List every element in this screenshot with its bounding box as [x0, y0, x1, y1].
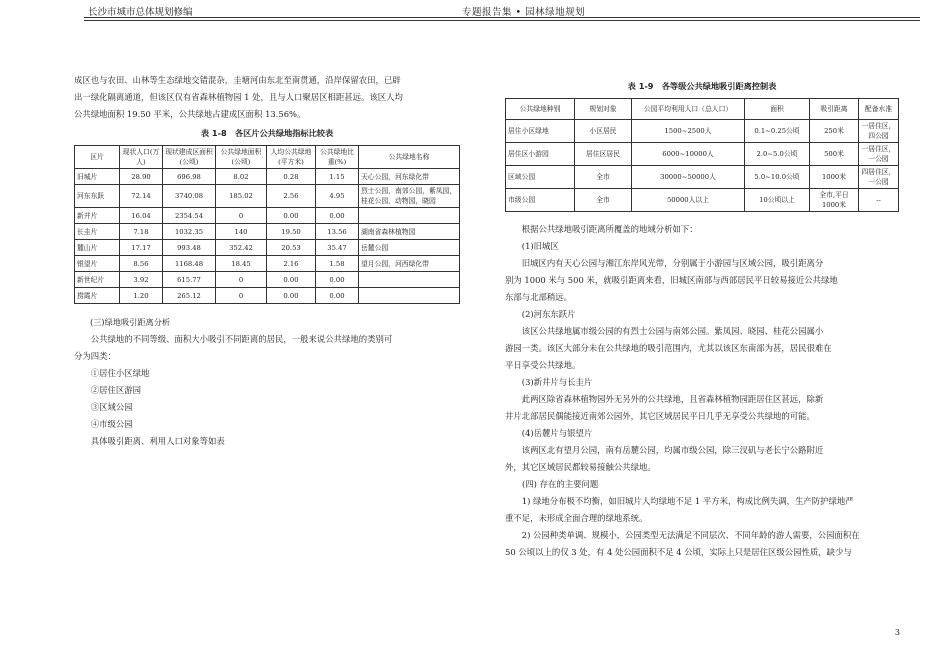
- section-line: 公共绿地的不同等级、面积大小吸引不同距离的居民，一般来说公共绿地的类别可: [90, 334, 393, 344]
- table-cell: 捞霞片: [75, 288, 120, 304]
- table-cell: 银望片: [75, 256, 120, 272]
- paragraph-line: 平日享受公共绿地。: [505, 360, 581, 370]
- paragraph-line: 东部与北部稍远。: [505, 292, 572, 302]
- paragraph-line: 重不足，未形成全面合理的绿地系统。: [505, 513, 648, 523]
- table-cell: 19.50: [267, 224, 316, 240]
- paragraph-line: 2) 公园种类单调、规模小，公园类型无法满足不同层次、不同年龄的游人需要，公园面积在: [521, 530, 860, 540]
- table-row: [75, 240, 460, 256]
- list-item: ②居住区游园: [90, 385, 142, 395]
- table-header-cell: 区片: [75, 146, 120, 169]
- table-cell: [359, 272, 460, 288]
- table-cell: 区域公园: [506, 166, 575, 189]
- table-cell: 8.56: [120, 256, 163, 272]
- list-item: ④市级公园: [90, 419, 133, 429]
- table-cell: 新井片: [75, 208, 120, 224]
- table-cell: 0.00: [316, 208, 359, 224]
- table-header-cell: 配备水准: [859, 99, 899, 120]
- table-cell: 岳麓公园: [359, 240, 460, 256]
- header-doc-title: 长沙市城市总体规划修编: [88, 7, 193, 18]
- table-cell: 湖南省森林植物园: [359, 224, 460, 240]
- page-number: 3: [894, 628, 900, 637]
- table-cell: 0.00: [267, 272, 316, 288]
- table-row: [506, 189, 899, 212]
- table-cell: 河东东跃: [75, 185, 120, 208]
- table-cell: 185.02: [216, 185, 267, 208]
- header-rule: [84, 17, 920, 18]
- table-row: [506, 143, 899, 166]
- paragraph-line: 外，其它区域居民都较易接触公共绿地。: [505, 462, 656, 472]
- table-cell: 696.98: [163, 169, 216, 185]
- table-cell: 旧城片: [75, 169, 120, 185]
- table-1-9: [505, 98, 899, 212]
- table-cell: 全市: [575, 166, 632, 189]
- table-cell: 四居住区，一公园: [859, 166, 899, 189]
- table-header-cell: 公共绿地种别: [506, 99, 575, 120]
- table-cell: 1000米: [810, 166, 859, 189]
- table-cell: 全市: [575, 189, 632, 212]
- intro-line: 成区也与农田、山林等生态绿地交错混杂，圭塘河由东北至南贯通，沿岸保留农田，已辟: [74, 75, 401, 85]
- table-cell: 0: [216, 272, 267, 288]
- table-cell: 0.1~0.25公顷: [745, 120, 810, 143]
- paragraph-line: 1) 绿地分布极不均衡，如旧城片人均绿地不足 1 平方米，构成比例失调，生产防护绿地严: [521, 496, 854, 506]
- table-cell: 1.58: [316, 256, 359, 272]
- table-row: [75, 208, 460, 224]
- table-cell: 居住区居民: [575, 143, 632, 166]
- table-cell: 0.00: [316, 272, 359, 288]
- table-header-cell: 现状建成区面积(公顷): [163, 146, 216, 169]
- table-1-8-caption: 表 1-8 各区片公共绿地指标比较表: [200, 128, 334, 138]
- paragraph-line: (2)河东东跃片: [521, 309, 576, 319]
- table-cell: 望月公园，河西绿化带: [359, 256, 460, 272]
- table-cell: 2.16: [267, 256, 316, 272]
- table-cell: 50000人以上: [632, 189, 745, 212]
- table-cell: 28.90: [120, 169, 163, 185]
- table-row: [75, 256, 460, 272]
- table-cell: [359, 208, 460, 224]
- table-cell: 20.53: [267, 240, 316, 256]
- table-cell: 2.0~5.0公顷: [745, 143, 810, 166]
- table-header-cell: 面积: [745, 99, 810, 120]
- table-header-cell: 公园平均利用人口（总人口）: [632, 99, 745, 120]
- table-header-cell: 公共绿地名称: [359, 146, 460, 169]
- table-cell: 615.77: [163, 272, 216, 288]
- paragraph-line: 旧城区内有天心公园与湘江东岸风光带，分别属于小游园与区域公园，吸引距离分: [521, 258, 824, 268]
- paragraph-line: 根据公共绿地吸引距离所覆盖的地域分析如下：: [521, 224, 698, 234]
- table-cell: 13.56: [316, 224, 359, 240]
- table-cell: 17.17: [120, 240, 163, 256]
- intro-line: 出一绿化隔离通道，但该区仅有省森林植物园 1 处，且与人口聚居区相距甚远。该区人均: [74, 92, 403, 102]
- table-header-row: [506, 99, 899, 120]
- list-item: ③区域公园: [90, 402, 133, 412]
- paragraph-line: 该两区北有望月公园，南有岳麓公园，均属市级公园，除三汊矶与老长宁公路附近: [521, 445, 824, 455]
- table-1-9-body: [506, 120, 899, 212]
- paragraph-line: (3)新井片与长圭片: [521, 377, 593, 387]
- paragraph-line: 游园一类。该区大部分未在公共绿地的吸引范围内，尤其以该区东南部为甚，居民很难在: [505, 343, 832, 353]
- table-cell: 1.20: [120, 288, 163, 304]
- table-cell: 0.00: [267, 208, 316, 224]
- table-cell: 市级公园: [506, 189, 575, 212]
- table-cell: 18.45: [216, 256, 267, 272]
- table-cell: 72.14: [120, 185, 163, 208]
- table-cell: 长圭片: [75, 224, 120, 240]
- table-row: [75, 224, 460, 240]
- table-cell: --: [859, 189, 899, 212]
- paragraph-line: 此两区除省森林植物园外无另外的公共绿地，且省森林植物园距居住区甚远，除新: [521, 394, 824, 404]
- paragraph-line: (1)旧城区: [521, 241, 559, 251]
- paragraph-line: 50 公顷以上的仅 3 处，有 4 处公园面积不足 4 公顷，实际上只是居住区级公园性质，缺少与: [505, 547, 852, 557]
- table-cell: 3740.08: [163, 185, 216, 208]
- table-cell: 居住小区绿地: [506, 120, 575, 143]
- table-cell: 1168.48: [163, 256, 216, 272]
- header-rule-thin: [84, 20, 920, 21]
- list-item: ①居住小区绿地: [90, 368, 150, 378]
- table-cell: 4.95: [316, 185, 359, 208]
- intro-line: 公共绿地面积 19.50 平米，公共绿地占建成区面积 13.56%。: [74, 109, 306, 119]
- table-cell: 1.15: [316, 169, 359, 185]
- table-cell: [359, 288, 460, 304]
- table-cell: 16.04: [120, 208, 163, 224]
- table-1-8: [74, 145, 460, 304]
- table-header-cell: 人均公共绿地(平方米): [267, 146, 316, 169]
- table-cell: 993.48: [163, 240, 216, 256]
- table-cell: 3.92: [120, 272, 163, 288]
- table-cell: 小区居民: [575, 120, 632, 143]
- table-header-cell: 公共绿地比重(%): [316, 146, 359, 169]
- table-cell: 1032.35: [163, 224, 216, 240]
- table-cell: 新世纪片: [75, 272, 120, 288]
- table-cell: 2354.54: [163, 208, 216, 224]
- right-column: [505, 76, 899, 561]
- table-cell: 35.47: [316, 240, 359, 256]
- header-section-title: 专题报告集 • 园林绿地规划: [462, 7, 586, 18]
- table-header-cell: 吸引距离: [810, 99, 859, 120]
- table-cell: 5.0~10.0公顷: [745, 166, 810, 189]
- table-cell: 265.12: [163, 288, 216, 304]
- paragraph-line: 别为 1000 米与 500 米，就吸引距离来看，旧城区南部与西部居民平日较易接近公共绿地: [505, 275, 838, 285]
- table-header-cell: 公共绿地面积(公顷): [216, 146, 267, 169]
- table-cell: 居住区小游园: [506, 143, 575, 166]
- table-cell: 0.00: [316, 288, 359, 304]
- table-row: [506, 166, 899, 189]
- paragraph-line: (4)岳麓片与银望片: [521, 428, 593, 438]
- table-row: [75, 185, 460, 208]
- paragraph-line: 该区公共绿地属市级公园的有烈士公园与南郊公园。紫凤园、晓园、桂花公园属小: [521, 326, 824, 336]
- table-cell: 7.18: [120, 224, 163, 240]
- table-cell: 天心公园，河东绿化带: [359, 169, 460, 185]
- table-row: [75, 169, 460, 185]
- table-cell: 352.42: [216, 240, 267, 256]
- table-1-8-body: [75, 169, 460, 304]
- table-cell: 0.00: [267, 288, 316, 304]
- table-cell: 250米: [810, 120, 859, 143]
- table-cell: 8.02: [216, 169, 267, 185]
- table-cell: 0.28: [267, 169, 316, 185]
- paragraph-line: (四) 存在的主要问题: [522, 479, 599, 489]
- closing-line: 具体吸引距离、利用人口对象等如表: [90, 436, 225, 446]
- table-row: [506, 120, 899, 143]
- table-cell: 一居住区，一公园: [859, 143, 899, 166]
- paragraph-line: 井片北部居民偶能接近南郊公园外，其它区域居民平日几乎无享受公共绿地的可能。: [505, 411, 815, 421]
- left-column: [74, 72, 460, 450]
- table-cell: 麓山片: [75, 240, 120, 256]
- table-cell: 6000~10000人: [632, 143, 745, 166]
- table-cell: 烈士公园，南郊公园，紫凤园，桂花公园，动物园，晓园: [359, 185, 460, 208]
- section-line: 分为四类：: [74, 351, 116, 361]
- table-row: [75, 272, 460, 288]
- table-cell: 0: [216, 208, 267, 224]
- table-cell: 500米: [810, 143, 859, 166]
- section-title: (三)绿地吸引距离分析: [90, 317, 171, 327]
- table-cell: 0: [216, 288, 267, 304]
- right-paragraphs: [505, 221, 899, 561]
- table-cell: 全市,平日1000米: [810, 189, 859, 212]
- table-header-cell: 现状人口(万人): [120, 146, 163, 169]
- table-header-row: [75, 146, 460, 169]
- table-cell: 2.56: [267, 185, 316, 208]
- table-cell: 10公顷以上: [745, 189, 810, 212]
- table-row: [75, 288, 460, 304]
- table-1-9-caption: 表 1-9 各等级公共绿地吸引距离控制表: [627, 81, 777, 91]
- table-cell: 一居住区，四公园: [859, 120, 899, 143]
- table-cell: 1500~2500人: [632, 120, 745, 143]
- table-header-cell: 规划对象: [575, 99, 632, 120]
- table-cell: 30000~50000人: [632, 166, 745, 189]
- table-cell: 140: [216, 224, 267, 240]
